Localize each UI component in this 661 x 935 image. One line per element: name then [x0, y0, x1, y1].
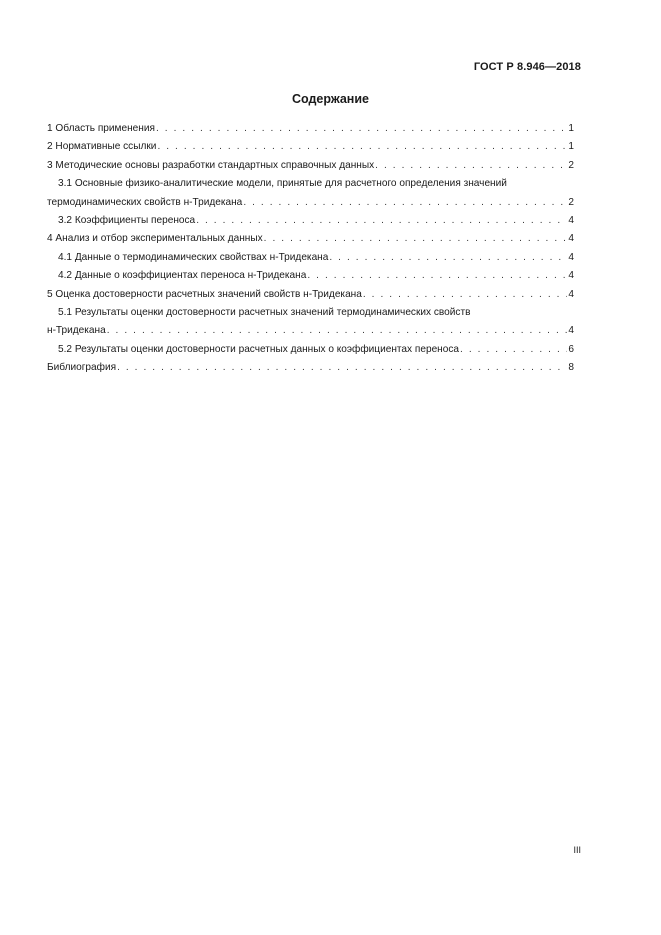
toc-leader-dots: [264, 230, 568, 248]
toc-entry[interactable]: [47, 286, 574, 304]
document-code: ГОСТ Р 8.946—2018: [473, 61, 581, 73]
toc-leader-dots: [196, 212, 567, 230]
toc-entry-page: 4: [568, 233, 574, 245]
table-of-contents: [47, 120, 574, 378]
toc-entry-label-line1: 5.1 Результаты оценки достоверности расчетных значений термодинамических свойств: [58, 307, 471, 319]
toc-leader-dots: [363, 286, 568, 304]
toc-entry[interactable]: [47, 138, 574, 156]
toc-entry[interactable]: [47, 267, 574, 285]
toc-entry-label: 5 Оценка достоверности расчетных значений свойств н-Тридекана: [47, 288, 362, 300]
toc-entry-label: 4 Анализ и отбор экспериментальных данных: [47, 233, 263, 245]
toc-entry[interactable]: [47, 212, 574, 230]
toc-entry-page: 2: [568, 159, 574, 171]
toc-entry[interactable]: [47, 120, 574, 138]
toc-entry[interactable]: [47, 359, 574, 377]
toc-entry-line2: [47, 194, 574, 212]
toc-leader-dots: [243, 194, 567, 212]
toc-entry-page: 6: [568, 343, 574, 355]
toc-leader-dots: [157, 138, 567, 156]
toc-entry-label: 2 Нормативные ссылки: [47, 141, 157, 153]
toc-entry-label: 3 Методические основы разработки стандартных справочных данных: [47, 159, 375, 171]
toc-entry[interactable]: [47, 230, 574, 248]
toc-leader-dots: [329, 249, 567, 267]
toc-entry-label-line2: термодинамических свойств н-Тридекана: [47, 196, 243, 208]
toc-entry-label-line1: 3.1 Основные физико-аналитические модели, принятые для расчетного определения значений: [58, 178, 507, 190]
toc-entry-page: 4: [568, 215, 574, 227]
toc-entry-line2: [47, 322, 574, 340]
toc-entry-page: 4: [568, 270, 574, 282]
toc-leader-dots: [375, 157, 567, 175]
toc-entry-page: 1: [568, 141, 574, 153]
toc-entry-page: 4: [568, 251, 574, 263]
toc-entry-page: 8: [568, 362, 574, 374]
toc-entry[interactable]: [47, 249, 574, 267]
toc-entry-page: 4: [568, 288, 574, 300]
page-number: III: [573, 845, 581, 855]
toc-entry-page: 2: [568, 196, 574, 208]
toc-leader-dots: [156, 120, 567, 138]
toc-entry-page: 4: [568, 325, 574, 337]
toc-entry-label: 5.2 Результаты оценки достоверности расчетных данных о коэффициентах переноса: [58, 343, 460, 355]
toc-leader-dots: [460, 341, 567, 359]
toc-entry[interactable]: [47, 341, 574, 359]
toc-leader-dots: [307, 267, 567, 285]
toc-entry-label: 4.2 Данные о коэффициентах переноса н-Тридекана: [58, 270, 307, 282]
toc-entry-label: Библиография: [47, 362, 117, 374]
toc-entry-label-line2: н-Тридекана: [47, 325, 106, 337]
toc-entry-label: 1 Область применения: [47, 123, 155, 134]
toc-entry-multiline[interactable]: [47, 304, 574, 341]
toc-entry[interactable]: [47, 157, 574, 175]
toc-entry-page: 1: [568, 123, 574, 134]
toc-title: Содержание: [291, 92, 369, 106]
toc-entry-label: 4.1 Данные о термодинамических свойствах н-Тридекана: [58, 251, 329, 263]
toc-leader-dots: [117, 359, 567, 377]
toc-leader-dots: [107, 322, 568, 340]
toc-entry-label: 3.2 Коэффициенты переноса: [58, 215, 196, 227]
toc-entry-multiline[interactable]: [47, 175, 574, 212]
